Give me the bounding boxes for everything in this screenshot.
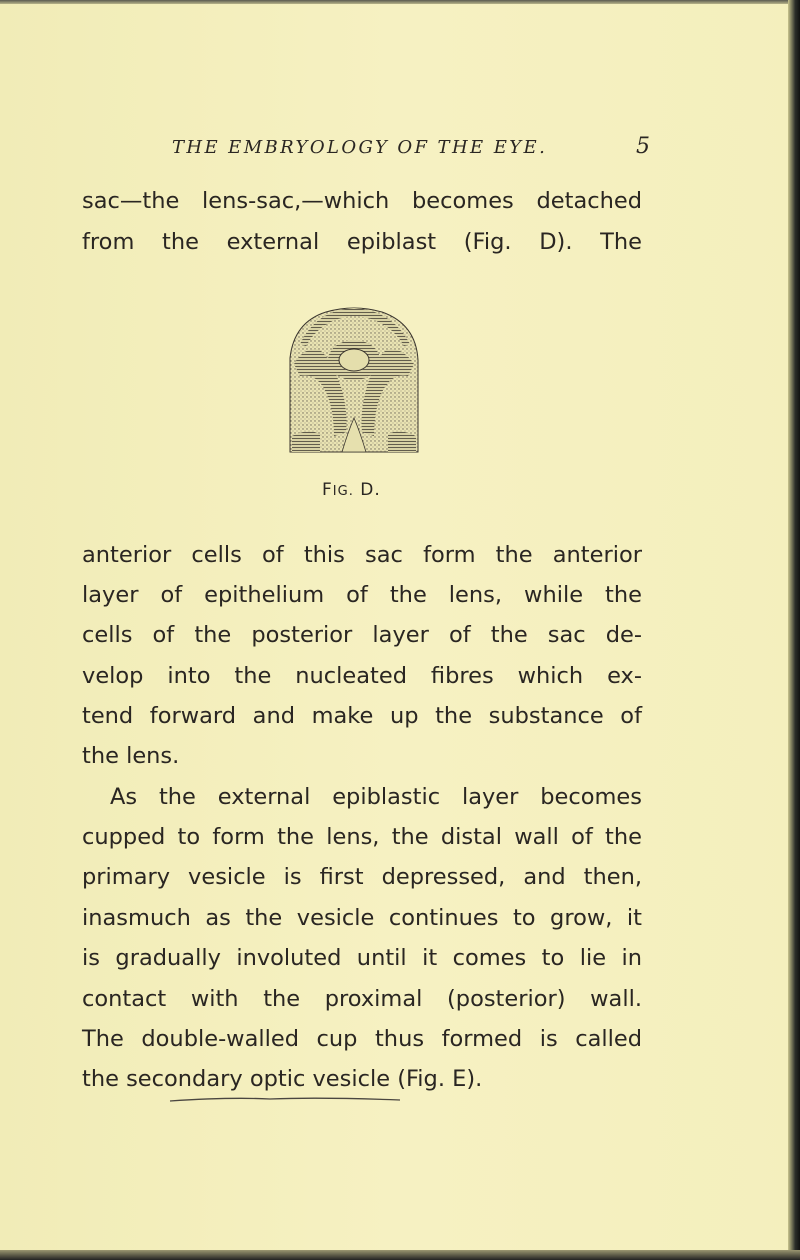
text-line: As the external epiblastic layer becomes: [110, 784, 642, 810]
text-line: contact with the proximal (posterior) wall.: [82, 986, 642, 1012]
text-line: the secondary optic vesicle (Fig. E).: [82, 1066, 483, 1092]
text-line: sac—the lens-sac,—which becomes detached: [82, 188, 642, 214]
text-line: cupped to form the lens, the distal wall of the: [82, 824, 642, 850]
text-line: The double-walled cup thus formed is called: [82, 1026, 642, 1052]
text-line: anterior cells of this sac form the anterior: [82, 542, 642, 568]
running-title: THE EMBRYOLOGY OF THE EYE.: [172, 137, 548, 158]
text-line: primary vesicle is first depressed, and then,: [82, 864, 642, 890]
text-line: cells of the posterior layer of the sac de-: [82, 622, 642, 648]
caption-smallcaps: IG.: [332, 484, 354, 499]
caption-label: D.: [360, 480, 381, 500]
text-line: layer of epithelium of the lens, while the: [82, 582, 642, 608]
text-line: is gradually involuted until it comes to lie in: [82, 945, 642, 971]
caption-initial: F: [322, 480, 333, 500]
text-line: tend forward and make up the substance of: [82, 703, 642, 729]
text-line: velop into the nucleated fibres which ex-: [82, 663, 642, 689]
text-line: inasmuch as the vesicle continues to grow, it: [82, 905, 642, 931]
text-line: from the external epiblast (Fig. D). The: [82, 229, 642, 255]
page-number: 5: [636, 134, 650, 159]
text-line: the lens.: [82, 743, 180, 769]
